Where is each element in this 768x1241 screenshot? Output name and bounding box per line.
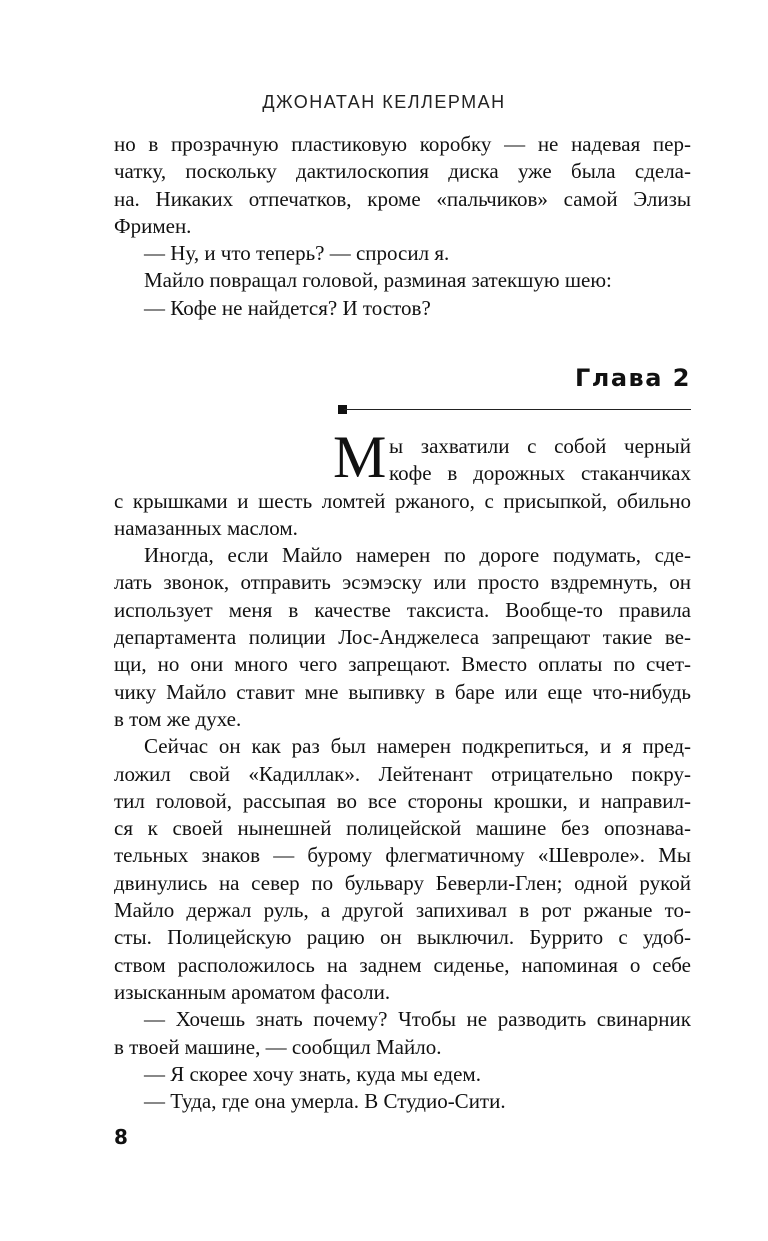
- text-line: на. Никаких отпечатков, кроме «пальчиков» самой Элизы: [114, 186, 691, 211]
- paragraph: — Туда, где она умерла. В Студио-Сити.: [144, 1089, 506, 1114]
- text-line: Сейчас он как раз был намерен подкрепиться, и я пред-: [144, 734, 691, 759]
- opening-paragraph: [114, 424, 691, 542]
- text-line: Иногда, если Майло намерен по дороге подумать, сде-: [144, 543, 691, 568]
- chapter-title: Глава 2: [574, 364, 691, 392]
- text-line: ством расположилось на заднем сиденье, напоминая о себе: [114, 952, 691, 977]
- running-head: ДЖОНАТАН КЕЛЛЕРМАН: [262, 92, 506, 112]
- text-line: двинулись на север по бульвару Беверли-Глен; одной рукой: [114, 870, 691, 895]
- text-line: ся к своей нынешней полицейской машине без опознава-: [114, 816, 691, 841]
- text-line: сты. Полицейскую рацию он выключил. Буррито с удоб-: [114, 925, 691, 950]
- paragraph: [114, 733, 691, 1006]
- text-line: в том же духе.: [114, 706, 242, 731]
- text-line: ложил свой «Кадиллак». Лейтенант отрицательно покру-: [114, 761, 691, 786]
- text-block-chapter: [114, 424, 691, 1115]
- text-line: кофе в дорожных стаканчиках: [389, 461, 691, 486]
- paragraph: — Кофе не найдется? И тостов?: [144, 295, 431, 320]
- paragraph: [114, 131, 691, 240]
- page-number: 8: [114, 1125, 128, 1149]
- text-line: намазанных маслом.: [114, 515, 298, 540]
- text-line: щи, но они много чего запрещают. Вместо оплаты по счет-: [114, 652, 691, 677]
- drop-cap: М: [333, 424, 387, 490]
- text-line: с крышками и шесть ломтей ржаного, с присыпкой, обильно: [114, 488, 691, 513]
- paragraph: — Ну, и что теперь? — спросил я.: [144, 241, 450, 266]
- text-line: чатку, поскольку дактилоскопия диска уже была сдела-: [114, 159, 691, 184]
- text-line: тил головой, рассыпая во все стороны крошки, и направил-: [114, 788, 691, 813]
- text-line: использует меня в качестве таксиста. Вообще-то правила: [114, 597, 691, 622]
- paragraph: [114, 488, 691, 543]
- paragraph: [114, 1006, 691, 1061]
- chapter-rule: [344, 409, 691, 410]
- paragraph: [114, 542, 691, 733]
- text-block-top: [114, 131, 691, 322]
- text-line: тельных знаков — бурому флегматичному «Шевроле». Мы: [114, 843, 691, 868]
- text-line: Майло держал руль, а другой запихивал в рот ржаные то-: [114, 898, 691, 923]
- text-line: лать звонок, отправить эсэмэску или просто вздремнуть, он: [114, 570, 691, 595]
- text-line: Фримен.: [114, 213, 192, 238]
- text-line: — Хочешь знать почему? Чтобы не разводить свинарник: [144, 1007, 691, 1032]
- text-line: в твоей машине, — сообщил Майло.: [114, 1034, 442, 1059]
- text-line: но в прозрачную пластиковую коробку — не надевая пер-: [114, 132, 691, 156]
- paragraph: Майло повращал головой, разминая затекшую шею:: [144, 268, 612, 293]
- text-line: чику Майло ставит мне выпивку в баре или еще что-нибудь: [114, 679, 691, 704]
- text-line: ы захватили с собой черный: [389, 434, 691, 458]
- paragraph: — Я скорее хочу знать, куда мы едем.: [144, 1061, 481, 1086]
- text-line: изысканным ароматом фасоли.: [114, 979, 391, 1004]
- text-line: департамента полиции Лос-Анджелеса запрещают такие ве-: [114, 625, 691, 650]
